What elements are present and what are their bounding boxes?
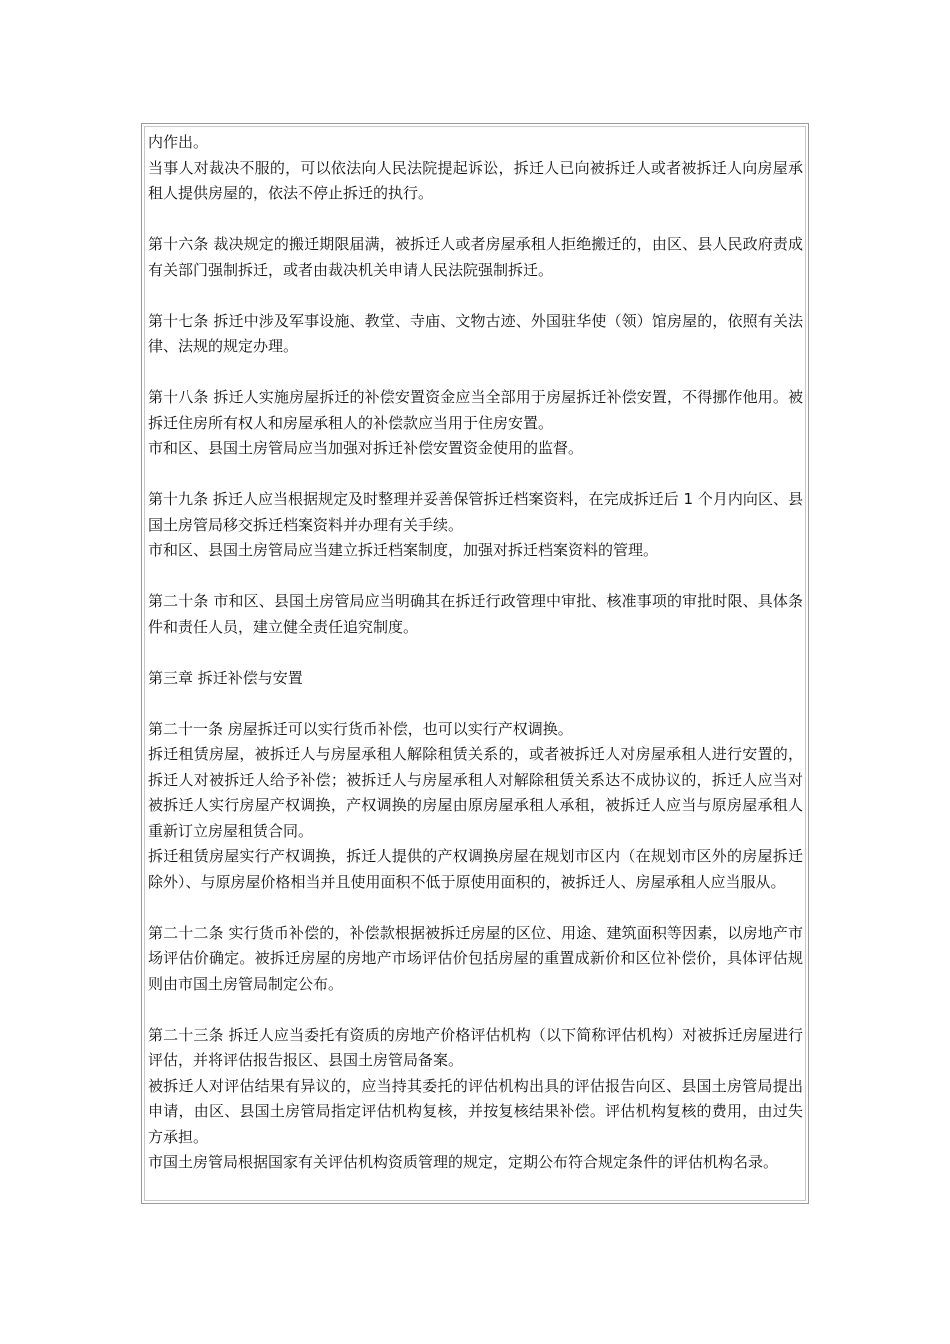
document-frame bbox=[141, 123, 809, 1204]
document-paragraph: 第二十一条 房屋拆迁可以实行货币补偿，也可以实行产权调换。 bbox=[148, 719, 573, 738]
document-paragraph: 第十七条 拆迁中涉及军事设施、教堂、寺庙、文物古迹、外国驻华使（领）馆房屋的，依照有关法律、法规的规定办理。 bbox=[148, 311, 803, 355]
document-paragraph: 市和区、县国土房管局应当加强对拆迁补偿安置资金使用的监督。 bbox=[148, 439, 584, 457]
document-paragraph: 市国土房管局根据国家有关评估机构资质管理的规定，定期公布符合规定条件的评估机构名录。 bbox=[148, 1153, 779, 1171]
document-body bbox=[144, 126, 806, 1201]
document-paragraph: 第十八条 拆迁人实施房屋拆迁的补偿安置资金应当全部用于房屋拆迁补偿安置，不得挪作他用。被拆迁住房所有权人和房屋承租人的补偿款应当用于住房安置。 bbox=[148, 388, 803, 432]
document-paragraph: 拆迁租赁房屋实行产权调换，拆迁人提供的产权调换房屋在规划市区内（在规划市区外的房屋拆迁除外）、与原房屋价格相当并且使用面积不低于原使用面积的，被拆迁人、房屋承租人应当服从。 bbox=[148, 847, 803, 891]
document-paragraph: 第二十条 市和区、县国土房管局应当明确其在拆迁行政管理中审批、核准事项的审批时限、具体条件和责任人员，建立健全责任追究制度。 bbox=[148, 592, 803, 636]
document-paragraph: 第三章 拆迁补偿与安置 bbox=[148, 668, 303, 687]
document-paragraph: 第十九条 拆迁人应当根据规定及时整理并妥善保管拆迁档案资料，在完成拆迁后 1 个月内向区、县国土房管局移交拆迁档案资料并办理有关手续。 bbox=[148, 490, 803, 534]
document-paragraph: 第十六条 裁决规定的搬迁期限届满，被拆迁人或者房屋承租人拒绝搬迁的，由区、县人民政府责成有关部门强制拆迁，或者由裁决机关申请人民法院强制拆迁。 bbox=[148, 235, 803, 279]
document-paragraph: 内作出。 bbox=[148, 133, 209, 151]
document-paragraph: 被拆迁人对评估结果有异议的，应当持其委托的评估机构出具的评估报告向区、县国土房管局提出申请，由区、县国土房管局指定评估机构复核，并按复核结果补偿。评估机构复核的费用，由过失方承担。 bbox=[148, 1076, 803, 1146]
document-paragraph: 第二十三条 拆迁人应当委托有资质的房地产价格评估机构（以下简称评估机构）对被拆迁房屋进行评估，并将评估报告报区、县国土房管局备案。 bbox=[148, 1025, 803, 1069]
document-paragraph: 当事人对裁决不服的，可以依法向人民法院提起诉讼，拆迁人已向被拆迁人或者被拆迁人向房屋承租人提供房屋的，依法不停止拆迁的执行。 bbox=[148, 158, 803, 202]
document-paragraph: 市和区、县国土房管局应当建立拆迁档案制度，加强对拆迁档案资料的管理。 bbox=[148, 541, 659, 559]
document-paragraph: 拆迁租赁房屋，被拆迁人与房屋承租人解除租赁关系的，或者被拆迁人对房屋承租人进行安置的，拆迁人对被拆迁人给予补偿；被拆迁人与房屋承租人对解除租赁关系达不成协议的，拆迁人应当对被拆迁人实行房屋产权调换，产权调换的房屋由原房屋承租人承租，被拆迁人应当与原房屋承租人重新订立房屋租赁合同。 bbox=[148, 745, 803, 840]
document-paragraph: 第二十二条 实行货币补偿的，补偿款根据被拆迁房屋的区位、用途、建筑面积等因素，以房地产市场评估价确定。被拆迁房屋的房地产市场评估价包括房屋的重置成新价和区位补偿价，具体评估规则由市国土房管局制定公布。 bbox=[148, 923, 803, 993]
